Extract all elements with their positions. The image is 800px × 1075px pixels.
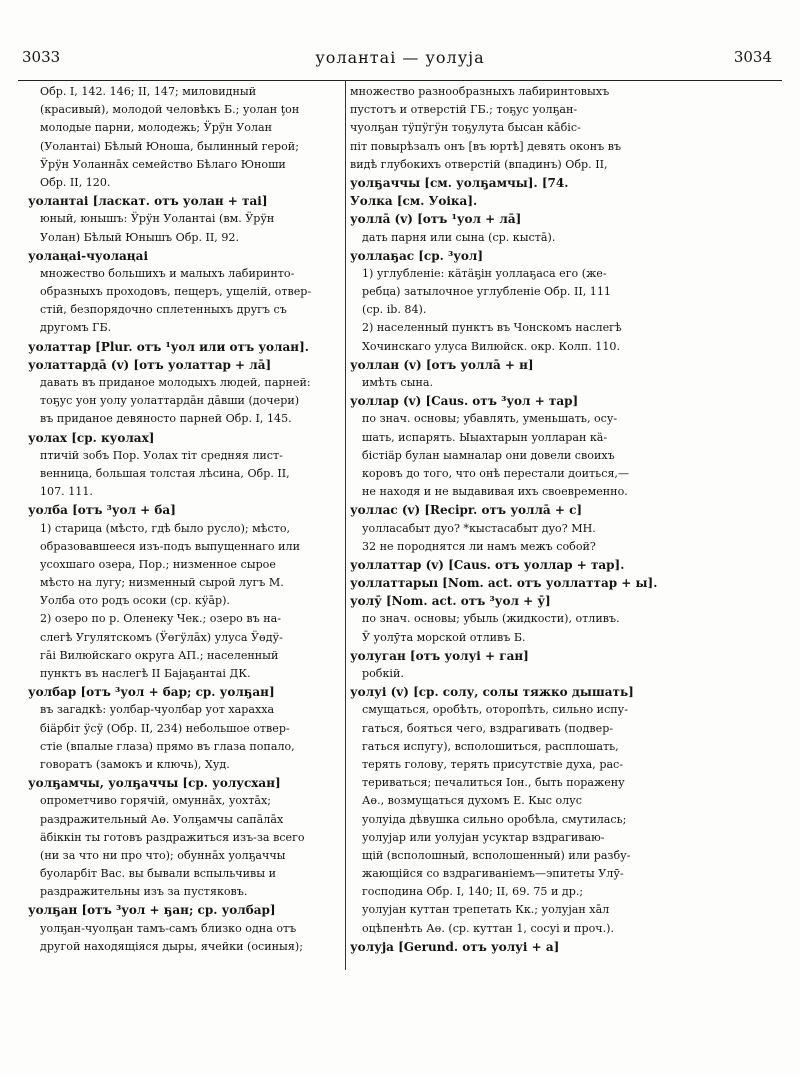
entry-text-line: раздражительны изъ за пустяковъ. xyxy=(40,885,248,899)
entry-text-line: 32 не породнятся ли намъ межъ собой? xyxy=(362,539,596,553)
entry-headword: уолбар [отъ ³уол + бар; ср. уолҕан] xyxy=(28,685,275,700)
entry-text-line: (красивый), молодой человѣкъ Б.; уолан ţон xyxy=(40,103,300,117)
page-header xyxy=(0,40,800,70)
entry-text-line: опрометчиво горячій, омуннāх, уохтāх; xyxy=(40,794,272,808)
entry-text-line: оцѣпенѣть Аө. (ср. куттан 1, сосуі и проч.). xyxy=(362,921,614,935)
entry-text-line: 2) озеро по р. Оленеку Чек.; озеро въ на- xyxy=(40,612,281,626)
entry-headword: уолба [отъ ³уол + ба] xyxy=(28,503,176,518)
entry-headword: уоллас (v) [Recipr. отъ уоллā + с] xyxy=(350,503,583,518)
entry-text-line: 1) старица (мѣсто, гдѣ было русло); мѣсто, xyxy=(40,521,291,535)
entry-text-line: дать парня или сына (ср. кыстā). xyxy=(362,230,556,244)
entry-headword: уоллаттарыı [Nom. act. отъ уоллаттар + ы]. xyxy=(350,576,658,591)
entry-text-line: 107. 111. xyxy=(40,485,93,499)
entry-headword: уолҕамчы, уолҕаччы [ср. уолусхан] xyxy=(28,776,281,791)
left-column xyxy=(28,83,336,956)
entry-text-line: уолласабыт дуо? *кыстасабыт дуо? МН. xyxy=(362,521,596,535)
entry-text-line: Уолан) Бѣлый Юнышъ Обр. II, 92. xyxy=(40,230,239,244)
entry-text-line: шать, испарять. Ыыахтарын уолларан кä- xyxy=(362,430,608,444)
entry-text-line: давать въ приданое молодыхъ людей, парней: xyxy=(40,376,311,389)
entry-text-line: тоҕус уон уолу уолаттардāн дāвши (дочери) xyxy=(40,394,300,408)
entry-headword: уолуја [Gerund. отъ уолуі + а] xyxy=(350,939,560,954)
entry-text-line: гāі Вилюйскаго округа АП.; населенный xyxy=(40,648,279,662)
page-number-left: 3033 xyxy=(22,48,61,66)
entry-text-line: въ загадкѣ: уолбар-чуолбар уот хараххa xyxy=(40,703,275,717)
entry-text-line: множество разнообразныхъ лабиринтовыхъ xyxy=(350,85,610,98)
entry-text-line: юный, юнышъ: Ӱрӱн Уолантаі (вм. Ӱрӱн xyxy=(40,212,275,226)
entry-text-line: Аө., возмущаться духомъ Е. Кыс олус xyxy=(362,794,582,808)
entry-text-line: по знач. основы; убавлять, уменьшать, осу- xyxy=(362,412,618,426)
entry-text-line: гаться, бояться чего, вздрагивать (подвер- xyxy=(362,721,614,735)
entry-text-line: венница, большая толстая лѣсина, Обр. II, xyxy=(40,466,290,480)
entry-text-line: уолујан куттан трепетать Кк.; уолујан хāл xyxy=(362,903,610,917)
entry-text-line: піт повырѣзалъ онъ [въ юртѣ] девять оконъ въ xyxy=(350,139,622,153)
entry-text-line: не находя и не выдавивая ихъ своевременно. xyxy=(362,485,628,499)
entry-text-line: другомъ ГБ. xyxy=(40,321,112,335)
entry-text-line: въ приданое девяносто парней Обр. I, 145. xyxy=(40,412,292,426)
entry-text-line: Хочинскаго улуса Вилюйск. окр. Колп. 110. xyxy=(362,339,621,353)
entry-text-line: другой находящіяся дыры, ячейки (осиныя); xyxy=(40,939,303,953)
entry-headword: уолуган [отъ уолуі + ган] xyxy=(350,648,529,663)
entry-headword: уоллар (v) [Caus. отъ ³уол + тар] xyxy=(350,394,579,409)
entry-text-line: Уолба ото родъ осоки (ср. кӱāр). xyxy=(40,594,230,608)
entry-headword: уоллаҕас [ср. ³уол] xyxy=(350,248,484,263)
entry-text-line: раздражительный Аө. Уолҕамчы сапāлāх xyxy=(40,812,284,826)
entry-text-line: терять голову, терять присутствіе духа, рас- xyxy=(362,757,624,771)
entry-text-line: мѣсто на лугу; низменный сырой лугъ М. xyxy=(40,576,284,590)
entry-text-line: говоратъ (замокъ и ключь), Худ. xyxy=(40,757,230,771)
entry-text-line: ребца) затылочное углубленіе Обр. II, 111 xyxy=(362,285,611,299)
entry-text-line: смущаться, оробѣть, оторопѣть, сильно испу- xyxy=(362,703,628,717)
entry-headword: уолаңаі-чуолаңаі xyxy=(28,248,149,263)
entry-text-line: Обр. II, 120. xyxy=(40,175,111,189)
entry-text-line: гаться испугу), всполошиться, расплошать, xyxy=(362,739,619,753)
entry-text-line: бістіäр булан ыамналар они довели своихъ xyxy=(362,448,615,462)
entry-text-line: Ӱрӱн Уоланнāх семейство Бѣлаго Юноши xyxy=(40,157,286,171)
entry-text-line: образныхъ проходовъ, пещеръ, ущелій, отвер- xyxy=(40,285,312,299)
entry-text-line: уолуіда дѣвушка сильно оробѣла, смутилась; xyxy=(362,812,627,826)
entry-text-line: 2) населенный пунктъ въ Чонскомъ наслегѣ xyxy=(362,321,622,335)
entry-text-line: видѣ глубокихъ отверстій (впадинъ) Обр. II, xyxy=(350,157,608,171)
page-number-right: 3034 xyxy=(733,48,772,66)
entry-text-line: (Уолантаі) Бѣлый Юноша, былинный герой; xyxy=(40,139,299,153)
entry-text-line: äбіккін ты готовъ раздражиться изъ-за всего xyxy=(40,830,305,844)
entry-headword: уолаттардā (v) [отъ уолаттар + лā] xyxy=(28,357,272,372)
entry-text-line: стій, безпорядочно сплетенныхъ другъ съ xyxy=(40,303,287,317)
entry-headword: уоллан (v) [отъ уоллā + н] xyxy=(350,357,534,372)
entry-headword: уоллаттар (v) [Caus. отъ уоллар + тар]. xyxy=(350,557,625,572)
entry-text-line: имѣть сына. xyxy=(362,376,433,389)
entry-text-line: Ӯ уолӯта морской отливъ Б. xyxy=(362,630,526,644)
entry-text-line: чуолҕан тӱпӱгӱн тоҕулута бысан кāбіс- xyxy=(350,121,581,135)
header-rule xyxy=(18,80,782,81)
entry-text-line: робкій. xyxy=(362,667,404,680)
entry-text-line: териваться; печалиться Іон., быть поражену xyxy=(362,776,625,790)
entry-text-line: 1) углубленіе: кäтäҕін уоллаҕаса его (же- xyxy=(362,266,607,280)
entry-text-line: образовавшееся изъ-подъ выпущеннаго или xyxy=(40,539,300,553)
entry-headword: уолантаі [ласкат. отъ уолан + таі] xyxy=(28,194,268,209)
entry-headword: уоллā (v) [отъ ¹уол + лā] xyxy=(350,212,522,227)
entry-text-line: птичій зобъ Пор. Уолах тіт средняя лист- xyxy=(40,448,283,462)
entry-text-line: пустотъ и отверстій ГБ.; тоҕус уолҕан- xyxy=(350,103,578,117)
entry-text-line: буоларбіт Вас. вы бывали вспыльчивы и xyxy=(40,867,277,881)
entry-headword: уолах [ср. куолах] xyxy=(28,430,155,445)
column-divider xyxy=(345,80,346,970)
entry-text-line: уолујар или уолујан усуктар вздрагиваю- xyxy=(362,830,605,844)
entry-headword: уолӯ [Nom. act. отъ ³уол + ӯ] xyxy=(350,594,551,609)
entry-text-line: біäрбіт ӱсӱ (Обр. II, 234) небольшое отвер- xyxy=(40,721,290,735)
entry-headword: уолуі (v) [ср. солу, солы тяжко дышать] xyxy=(350,685,634,700)
entry-text-line: слегѣ Угулятскомъ (Ӱөгӱлāх) улуса Ӱөдӱ- xyxy=(40,630,283,644)
entry-text-line: по знач. основы; убыль (жидкости), отливъ. xyxy=(362,612,620,626)
entry-text-line: (ни за что ни про что); обуннāх уолҕаччы xyxy=(40,848,286,862)
entry-text-line: молодые парни, молодежь; Ӱрӱн Уолан xyxy=(40,121,272,135)
entry-text-line: уолҕан-чуолҕан тамъ-самъ близко одна отъ xyxy=(40,921,297,935)
entry-headword: уолҕаччы [см. уолҕамчы]. [74. xyxy=(350,175,569,190)
entry-text-line: господина Обр. I, 140; II, 69. 75 и др.; xyxy=(362,885,584,899)
entry-text-line: усохшаго озера, Пор.; низменное сырое xyxy=(40,557,276,571)
entry-text-line: (ср. ib. 84). xyxy=(362,303,427,317)
entry-text-line: Обр. I, 142. 146; II, 147; миловидный xyxy=(40,85,257,98)
entry-text-line: щій (всполошный, всполошенный) или разбу- xyxy=(362,848,631,862)
entry-text-line: пунктъ въ наслегѣ II Бајаҕантаі ДК. xyxy=(40,667,251,680)
entry-text-line: жающійся со вздрагиваніемъ—эпитеты Улӯ- xyxy=(362,867,624,881)
entry-text-line: стіе (впалые глаза) прямо въ глаза попало, xyxy=(40,739,295,753)
entry-headword: Уолка [см. Уоіка]. xyxy=(350,194,478,209)
page-title: уолантаі — уолуја xyxy=(315,48,485,67)
entry-headword: уолҕан [отъ ³уол + ҕан; ср. уолбар] xyxy=(28,903,276,918)
entry-headword: уолаттар [Plur. отъ ¹уол или отъ уолан]. xyxy=(28,339,309,354)
right-column xyxy=(350,83,754,956)
entry-text-line: множество большихъ и малыхъ лабиринто- xyxy=(40,266,295,280)
entry-text-line: коровъ до того, что онѣ перестали доиться,— xyxy=(362,466,630,480)
